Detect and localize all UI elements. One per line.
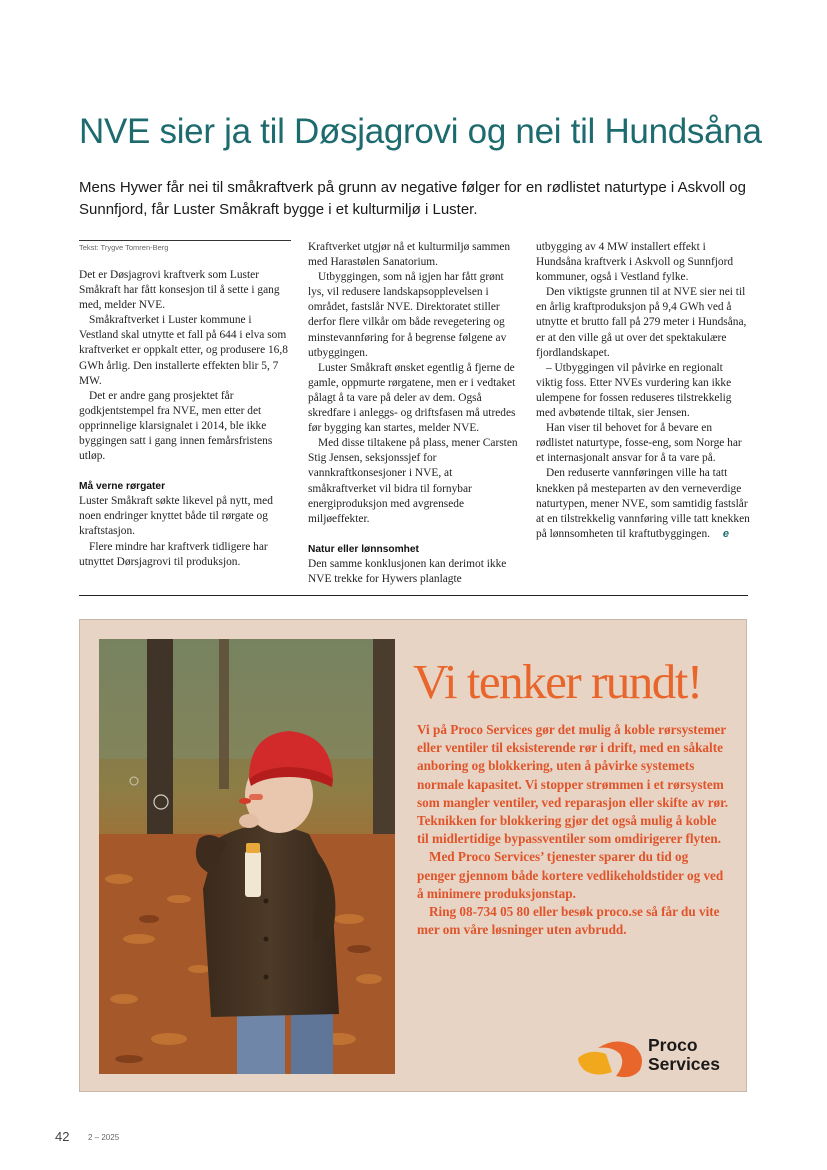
paragraph: Kraftverket utgjør nå et kulturmiljø sammen med Harastølen Sanatorium.	[308, 241, 511, 269]
section-divider	[79, 595, 748, 596]
issue-label: 2 – 2025	[88, 1133, 120, 1142]
paragraph-text: Den reduserte vannføringen ville ha tatt knekken på mesteparten av den verneverdige naturtypen, mener NVE, som samtidig fastslår at en tilstrekkelig vannføring ville tatt knekken på lønnsomheten til kraftutbyggingen.	[536, 467, 750, 540]
article-column-3	[536, 240, 750, 542]
paragraph	[536, 466, 750, 541]
paragraph: – Utbyggingen vil påvirke en regionalt viktig foss. Etter NVEs vurdering kan ikke ulempene for fossen reduseres tilstrekkelig med avbøtende tiltak, sier Jensen.	[536, 361, 732, 420]
ad-body	[417, 721, 729, 939]
article-lead: Mens Hywer får nei til småkraftverk på grunn av negative følger for en rødlistet naturtype i Askvoll og Sunnfjord, får Luster Småkraft bygge i et kulturmiljø i Luster.	[79, 179, 746, 218]
paragraph: Han viser til behovet for å bevare en rødlistet naturtype, fosse-eng, som Norge har et internasjonalt ansvar for å ta vare på.	[536, 422, 742, 465]
paragraph: Luster Småkraft ønsket egentlig å fjerne de gamle, oppmurte rørgatene, men er i vedtaket pålagt å ta vare på deler av dem. Også skredfare i anleggs- og driftsfasen må utredes før bygging kan startes, melder NVE.	[308, 361, 516, 435]
paragraph: Flere mindre har kraftverk tidligere har utnyttet Dørsjagrovi til produksjon.	[79, 540, 268, 568]
article-column-1	[79, 240, 291, 570]
page-number: 42	[55, 1129, 70, 1144]
subheading: Natur eller lønnsomhet	[308, 543, 419, 555]
byline: Tekst: Trygve Tomren-Berg	[79, 240, 291, 253]
paragraph: Luster Småkraft søkte likevel på nytt, med noen endringer knyttet både til rørgate og kraftstasjon.	[79, 495, 273, 538]
logo-text-line-2: Services	[648, 1054, 721, 1074]
logo-text	[648, 1036, 720, 1074]
paragraph: Den samme konklusjonen kan derimot ikke NVE trekke for Hywers planlagte	[308, 557, 507, 585]
end-mark-icon: e	[722, 527, 729, 540]
ad-paragraph: Med Proco Services’ tjenester sparer du tid og penger gjennom både kortere vedlikeholdstider og ved å minimere produksjonstap.	[417, 849, 724, 901]
logo-text-line-1: Proco	[648, 1035, 698, 1055]
ad-paragraph: Ring 08-734 05 80 eller besøk proco.se så får du vite mer om våre løsninger uten avbrudd.	[417, 904, 720, 938]
ad-paragraph: Vi på Proco Services gør det mulig å koble rørsystemer eller ventiler til eksisterende rør i drift, med en såkalte anboring og blokkering, uten å påvirke systemets normale kapasitet. Vi stopper strømmen i et rørsystem som mangler ventiler, ved reparasjon eller skifte av rør. Teknikken for blokkering gjør det også mulig å koble til midlertidige bypassventiler som omdirigerer flyten.	[417, 722, 729, 847]
paragraph: Det er andre gang prosjektet får godkjentstempel fra NVE, men etter det opprinnelige klarsignalet i 2014, ble ikke byggingen satt i gang innen femårsfristens utløp.	[79, 389, 273, 463]
article-column-2	[308, 240, 520, 587]
paragraph: Utbyggingen, som nå igjen har fått grønt lys, vil redusere landskapsopplevelsen i området, fastslår NVE. Direktoratet stiller derfor flere vilkår om både revegetering og minstevannføring for å begrense følgene av utbyggingen.	[308, 271, 507, 359]
ad-title: Vi tenker rundt!	[413, 654, 702, 709]
proco-logo-mark-icon	[576, 1034, 648, 1080]
paragraph: Med disse tiltakene på plass, mener Carsten Stig Jensen, seksjonssjef for vannkraftkonsesjoner i NVE, at småkraftverket vil bidra til fornybar energiproduksjon med avgrensede miljøeffekter.	[308, 437, 518, 525]
article-headline: NVE sier ja til Døsjagrovi og nei til Hundsåna	[79, 112, 762, 151]
paragraph: Det er Døsjagrovi kraftverk som Luster Småkraft har fått konsesjon til å sette i gang med, melder NVE.	[79, 269, 280, 312]
paragraph: Den viktigste grunnen til at NVE sier nei til en årlig kraftproduksjon på 9,4 GWh ved å utnytte et brutto fall på 279 meter i Hundsåna, er at den ville gå ut over det spektakulære fjordlandskapet.	[536, 286, 747, 359]
paragraph: utbygging av 4 MW installert effekt i Hundsåna kraftverk i Askvoll og Sunnfjord kommuner, også i Vestland fylke.	[536, 241, 734, 284]
proco-services-logo	[576, 1034, 736, 1080]
subheading: Må verne rørgater	[79, 481, 166, 493]
advertisement	[79, 619, 747, 1092]
paragraph: Småkraftverket i Luster kommune i Vestland skal utnytte et fall på 644 i elva som kraftverket er oppkalt etter, og produsere 16,8 GWh årlig. Den installerte effekten blir 5, 7 MW.	[79, 314, 288, 387]
ad-photo-child-blowing-bubbles	[99, 639, 395, 1074]
